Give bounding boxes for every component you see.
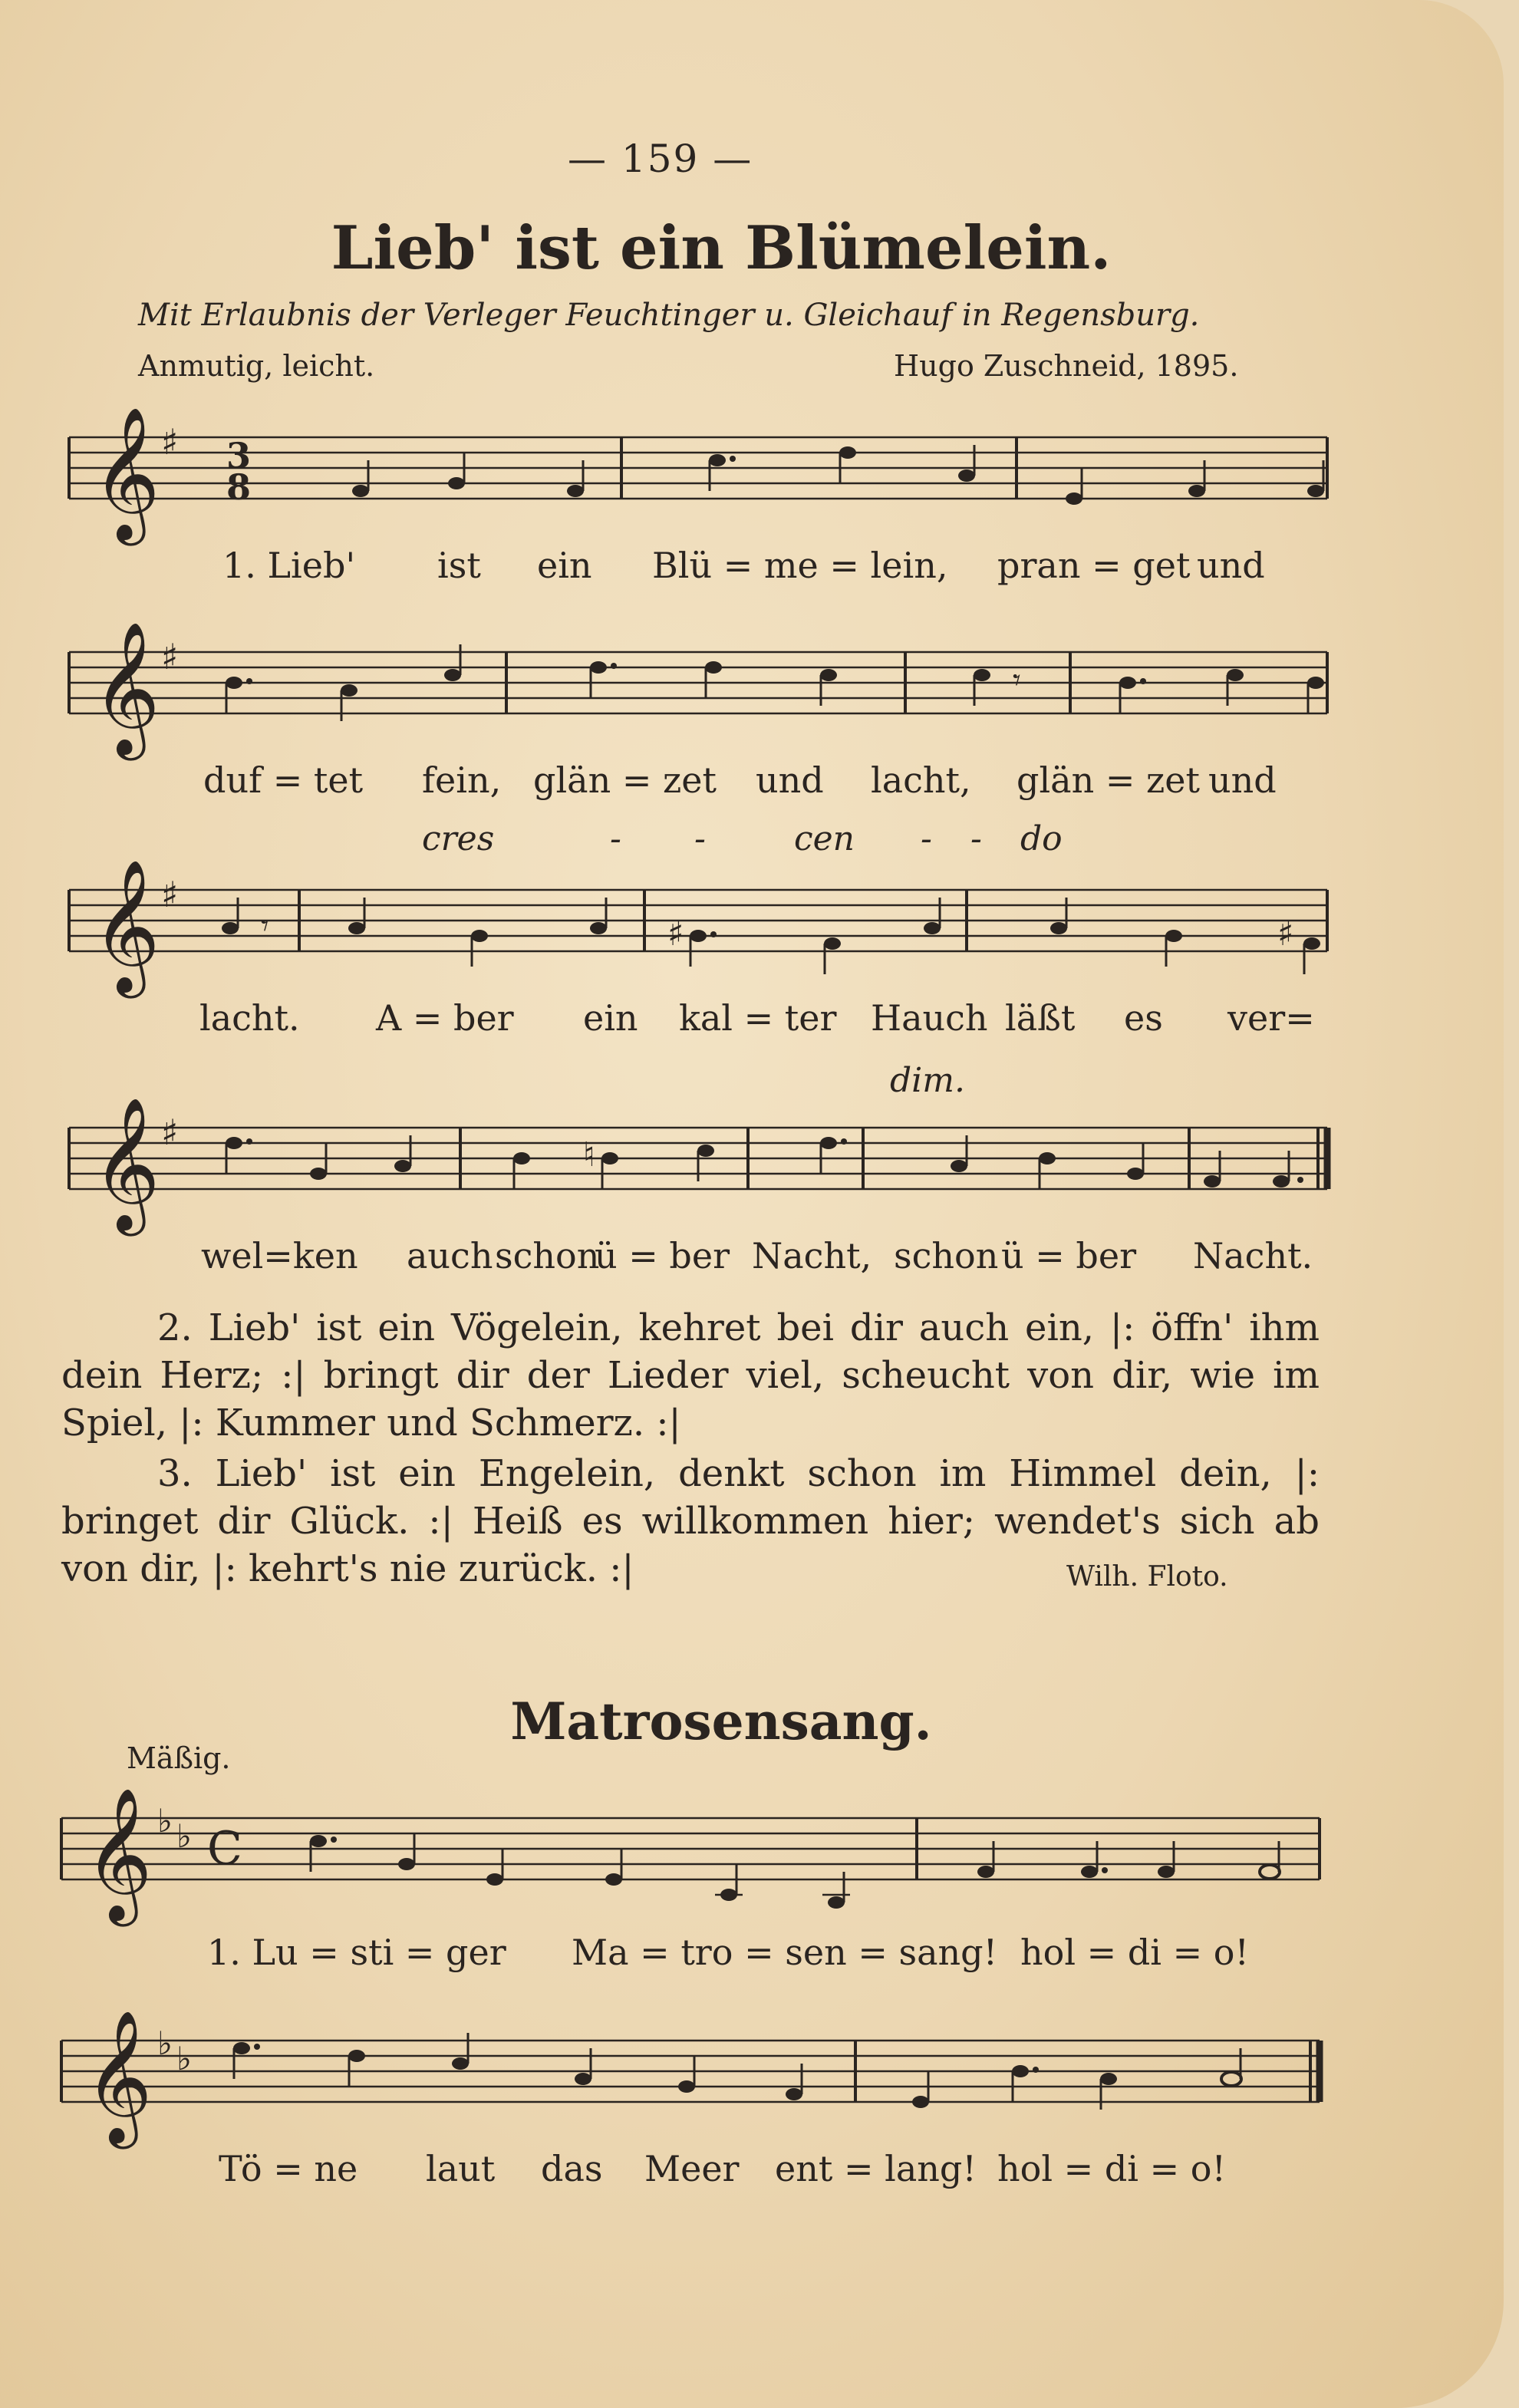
lyric-syllable: ü = ber [595,1235,730,1276]
sharp-sign: ♯ [161,874,179,915]
svg-text:♯: ♯ [1277,914,1294,954]
lyric-syllable: kal = ter [679,997,837,1039]
lyric-syllable: ein [583,997,638,1039]
treble-clef: 𝄞 [92,859,160,993]
lyric-syllable: das [541,2148,603,2189]
lyric-syllable: und [1208,759,1277,801]
lyric-syllable: pran = get [997,545,1191,586]
lyric-syllable: glän = zet [533,759,717,801]
lyric-syllable: und [756,759,824,801]
lyric-syllable: Nacht. [1193,1235,1313,1276]
lyric-syllable: laut [426,2148,496,2189]
dynamic-marking: - [610,819,621,858]
sharp-sign: ♯ [161,421,179,463]
lyric-syllable: Meer [644,2148,740,2189]
lyricist-credit: Wilh. Floto. [1066,1561,1228,1593]
notes [352,445,1324,505]
lyric-syllable: glän = zet [1017,759,1200,801]
flat-sign: ♭ [176,2040,192,2077]
lyric-syllable: es [1124,997,1163,1039]
lyric-syllable: 1. Lieb' [222,545,356,586]
treble-clef: 𝄞 [84,1787,153,1921]
music-staff [61,1097,1335,1230]
svg-text:𝄾: 𝄾 [261,908,269,944]
tempo-marking: Anmutig, leicht. [138,349,375,383]
lyric-syllable: schon [495,1235,600,1276]
song-title: Lieb' ist ein Blümelein. [331,213,1112,283]
lyric-syllable: lacht. [199,997,300,1039]
lyric-syllable: ist [437,545,481,586]
lyric-syllable: ein [537,545,592,586]
flat-sign: ♭ [157,2024,173,2062]
lyric-syllable: A = ber [376,997,514,1039]
lyric-syllable: Blü = me = lein, [652,545,948,586]
common-time: C [207,1822,242,1876]
verse-text: 3. Lieb' ist ein Engelein, denkt schon im Himmel dein, |: bringet dir Glück. :| Heiß es willkommen hier; wendet's sich ab von dir, |: kehrt's nie zurück. :| [61,1452,1320,1590]
music-staff [54,2010,1327,2143]
lyric-syllable: ent = lang! [775,2148,977,2189]
lyric-syllable: lacht, [871,759,971,801]
music-staff [61,621,1335,755]
time-sig-top: 3 [226,435,252,476]
lyric-syllable: Hauch [871,997,988,1039]
staff-lines [69,437,1327,499]
sharp-sign: ♯ [161,1112,179,1153]
song-title: Matrosensang. [510,1692,932,1751]
treble-clef: 𝄞 [84,2010,153,2143]
lyric-syllable: duf = tet [203,759,364,801]
lyric-syllable: Ma = tro = sen = sang! [572,1932,998,1973]
tempo-marking: Mäßig. [127,1741,231,1775]
flat-sign: ♭ [176,1817,192,1855]
dynamic-marking: - [694,819,706,858]
lyric-syllable: Tö = ne [219,2148,358,2189]
dynamic-marking: cres [422,819,495,858]
permission-note: Mit Erlaubnis der Verleger Feuchtinger u. Gleichauf in Regensburg. [138,298,1200,333]
dynamic-marking: - [970,819,982,858]
lyric-syllable: und [1197,545,1265,586]
lyric-syllable: auch [407,1235,493,1276]
time-sig-bottom: 8 [226,466,252,508]
lyric-syllable: hol = di = o! [1020,1932,1249,1973]
lyric-syllable: hol = di = o! [997,2148,1226,2189]
flat-sign: ♭ [157,1802,173,1840]
verse-text: 2. Lieb' ist ein Vögelein, kehret bei dir auch ein, |: öffn' ihm dein Herz; :| bringt dir der Lieder viel, scheucht von dir, wie im Spiel, |: Kummer und Schmerz. :| [61,1306,1320,1444]
lyric-syllable: Nacht, [752,1235,872,1276]
svg-text:♮: ♮ [583,1135,595,1174]
sharp-sign: ♯ [161,636,179,677]
lyric-syllable: läßt [1005,997,1076,1039]
svg-text:♯: ♯ [667,914,684,954]
treble-clef: 𝄞 [92,621,160,755]
lyric-syllable: ü = ber [1001,1235,1137,1276]
dynamic-marking: cen [794,819,855,858]
treble-clef: 𝄞 [92,1097,160,1230]
lyric-syllable: schon [894,1235,999,1276]
lyric-syllable: 1. Lu = sti = ger [207,1932,506,1973]
dynamic-marking: dim. [890,1061,965,1100]
svg-text:𝄾: 𝄾 [1013,663,1021,698]
music-staff [61,407,1335,540]
treble-clef: 𝄞 [92,407,160,540]
notes [310,1833,1280,1909]
lyric-syllable: wel=ken [201,1235,358,1276]
dynamic-marking: do [1020,819,1063,858]
lyric-syllable: fein, [422,759,502,801]
music-staff [61,859,1335,993]
composer-credit: Hugo Zuschneid, 1895. [894,349,1239,383]
lyric-syllable: ver= [1227,997,1315,1039]
music-staff [54,1787,1327,1921]
dynamic-marking: - [921,819,932,858]
page-number: — 159 — [568,137,753,181]
